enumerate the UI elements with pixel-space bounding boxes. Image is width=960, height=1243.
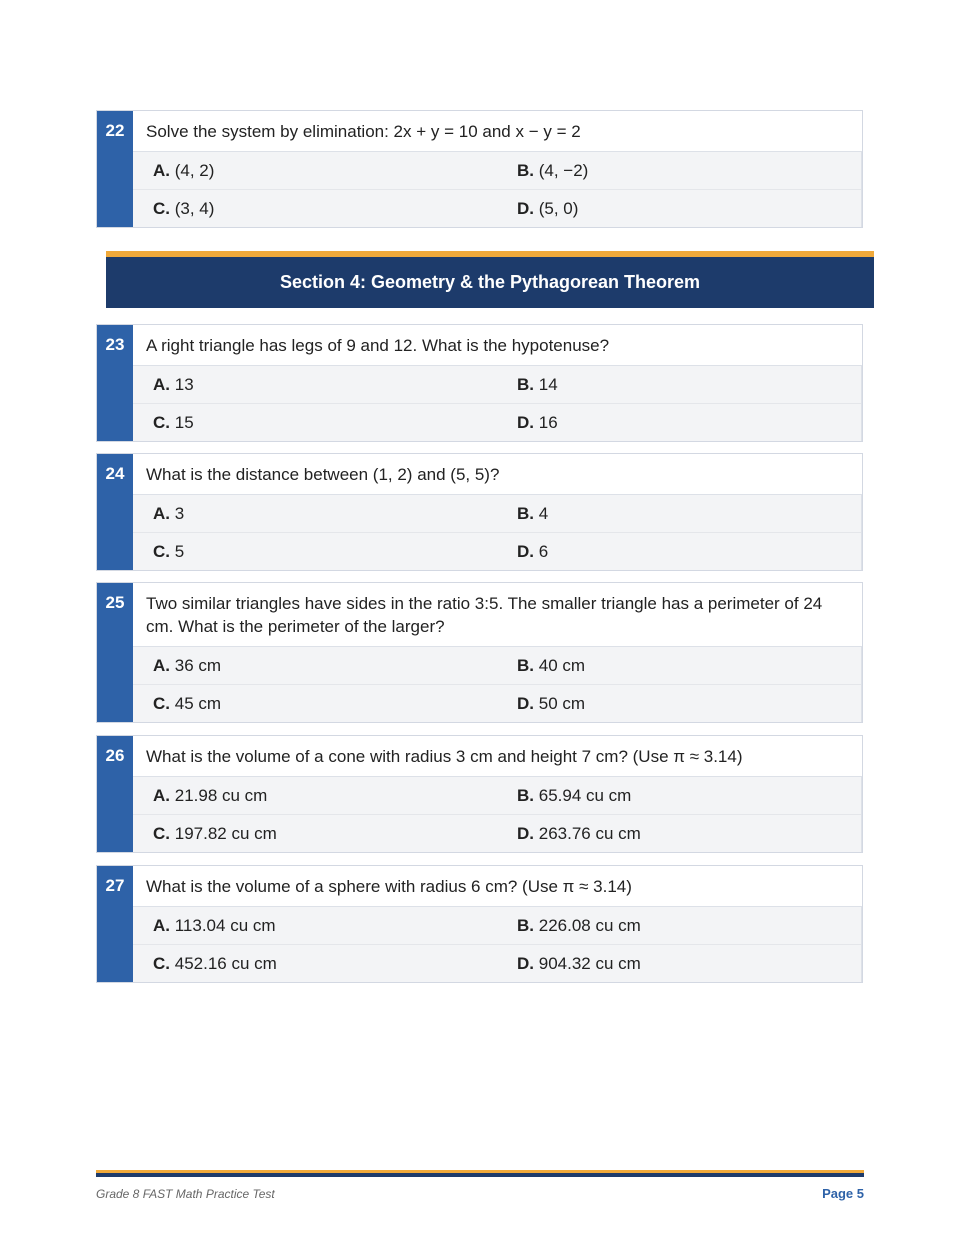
choice-b[interactable]: B. 40 cm xyxy=(517,655,586,675)
section-header: Section 4: Geometry & the Pythagorean Theorem xyxy=(106,251,874,308)
choice-c[interactable]: C. 5 xyxy=(153,541,185,561)
question-card xyxy=(96,582,863,723)
footer-title: Grade 8 FAST Math Practice Test xyxy=(96,1187,275,1201)
choice-d[interactable]: D. 263.76 cu cm xyxy=(517,823,641,843)
footer-divider xyxy=(96,1170,864,1177)
choice-c[interactable]: C. 15 xyxy=(153,412,194,432)
choice-a[interactable]: A. 21.98 cu cm xyxy=(153,785,268,805)
choice-a[interactable]: A. 13 xyxy=(153,374,194,394)
choice-a[interactable]: A. 113.04 cu cm xyxy=(153,915,276,935)
answer-choices xyxy=(133,366,862,441)
question-card xyxy=(96,453,863,571)
answer-choices xyxy=(133,907,862,982)
answer-choices xyxy=(133,495,862,570)
question-text: What is the volume of a cone with radius 3 cm and height 7 cm? (Use π ≈ 3.14) xyxy=(146,747,743,766)
choice-c[interactable]: C. (3, 4) xyxy=(153,198,215,218)
question-text: What is the distance between (1, 2) and (5, 5)? xyxy=(146,465,500,484)
question-card xyxy=(96,324,863,442)
choice-b[interactable]: B. (4, −2) xyxy=(517,160,589,180)
choice-d[interactable]: D. 16 xyxy=(517,412,558,432)
question-text: What is the volume of a sphere with radius 6 cm? (Use π ≈ 3.14) xyxy=(146,877,632,896)
question-number: 27 xyxy=(97,866,133,982)
choice-b[interactable]: B. 226.08 cu cm xyxy=(517,915,641,935)
question-number: 23 xyxy=(97,325,133,441)
question-number: 26 xyxy=(97,736,133,852)
choice-b[interactable]: B. 4 xyxy=(517,503,549,523)
choice-d[interactable]: D. 6 xyxy=(517,541,549,561)
question-card xyxy=(96,110,863,228)
question-text: Solve the system by elimination: 2x + y = 10 and x − y = 2 xyxy=(146,122,581,141)
answer-choices xyxy=(133,647,862,722)
question-text: A right triangle has legs of 9 and 12. What is the hypotenuse? xyxy=(146,336,610,355)
answer-choices xyxy=(133,152,862,227)
question-number: 25 xyxy=(97,583,133,722)
choice-c[interactable]: C. 197.82 cu cm xyxy=(153,823,277,843)
choice-b[interactable]: B. 65.94 cu cm xyxy=(517,785,632,805)
question-text: Two similar triangles have sides in the ratio 3:5. The smaller triangle has a perimeter of 24 cm. What is the perimeter of the larger? xyxy=(146,594,823,636)
choice-d[interactable]: D. (5, 0) xyxy=(517,198,579,218)
choice-c[interactable]: C. 452.16 cu cm xyxy=(153,953,277,973)
answer-choices xyxy=(133,777,862,852)
question-number: 22 xyxy=(97,111,133,227)
choice-a[interactable]: A. (4, 2) xyxy=(153,160,215,180)
choice-a[interactable]: A. 3 xyxy=(153,503,185,523)
choice-a[interactable]: A. 36 cm xyxy=(153,655,222,675)
choice-d[interactable]: D. 50 cm xyxy=(517,693,586,713)
question-number: 24 xyxy=(97,454,133,570)
question-card xyxy=(96,735,863,853)
page-number: Page 5 xyxy=(822,1186,864,1201)
question-card xyxy=(96,865,863,983)
choice-c[interactable]: C. 45 cm xyxy=(153,693,222,713)
choice-b[interactable]: B. 14 xyxy=(517,374,558,394)
choice-d[interactable]: D. 904.32 cu cm xyxy=(517,953,641,973)
